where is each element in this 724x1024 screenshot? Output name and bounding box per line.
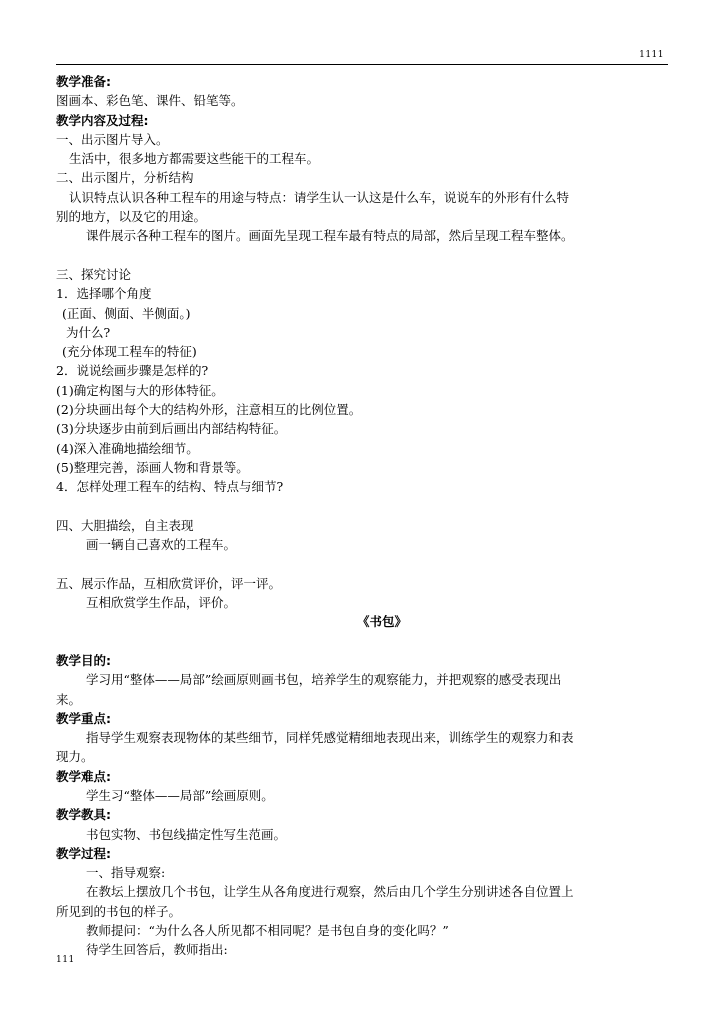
section-heading: 教学目的: — [56, 652, 111, 668]
section-heading: 教学重点: — [56, 710, 111, 726]
paragraph-line: 学生习“整体——局部”绘画原则。 — [86, 787, 274, 803]
document-body — [56, 72, 668, 960]
section-heading: 教学教具: — [56, 807, 111, 823]
section-heading: 教学难点: — [56, 768, 111, 784]
paragraph-line: (充分体现工程车的特征) — [62, 344, 197, 360]
paragraph-line: 学习用“整体——局部”绘画原则画书包，培养学生的观察能力，并把观察的感受表现出 — [86, 672, 562, 688]
paragraph-line: 为什么? — [66, 324, 111, 340]
paragraph-line: (5)整理完善，添画人物和背景等。 — [56, 459, 249, 475]
footer-page-number: 111 — [56, 955, 75, 965]
paragraph-line: 在教坛上摆放几个书包，让学生从各角度进行观察，然后由几个学生分别讲述各自位置上 — [86, 884, 574, 900]
paragraph-line: 所见到的书包的样子。 — [56, 903, 182, 919]
paragraph-line: 指导学生观察表现物体的某些细节，同样凭感觉精细地表现出来，训练学生的观察力和表 — [86, 730, 574, 746]
paragraph-line: 4．怎样处理工程车的结构、特点与细节? — [56, 479, 284, 495]
paragraph-line: 待学生回答后，教师指出: — [86, 942, 228, 958]
paragraph-line: 一、出示图片导入。 — [56, 131, 169, 147]
header-rule — [56, 64, 668, 65]
paragraph-line: 教师提问：“为什么各人所见都不相同呢？是书包自身的变化吗？” — [86, 923, 449, 939]
section-heading: 教学过程: — [56, 845, 111, 861]
lesson-title: 《书包》 — [356, 614, 407, 630]
paragraph-line: (1)确定构图与大的形体特征。 — [56, 382, 224, 398]
paragraph-line: (3)分块逐步由前到后画出内部结构特征。 — [56, 421, 287, 437]
blank-line — [56, 632, 668, 651]
paragraph-line: 画一辆自己喜欢的工程车。 — [86, 537, 237, 553]
header-page-number: 1111 — [639, 50, 664, 60]
section-heading: 教学准备: — [56, 74, 111, 89]
paragraph-line: 1．选择哪个角度 — [56, 286, 152, 302]
paragraph-line: 生活中，很多地方都需要这些能干的工程车。 — [69, 151, 320, 167]
paragraph-line: (正面、侧面、半侧面。) — [62, 305, 191, 321]
paragraph-line: 二、出示图片，分析结构 — [56, 170, 194, 186]
paragraph-line: 图画本、彩色笔、课件、铅笔等。 — [56, 93, 244, 109]
paragraph-line: 五、展示作品，互相欣赏评价，评一评。 — [56, 575, 282, 591]
paragraph-line: 认识特点认识各种工程车的用途与特点：请学生认一认这是什么车，说说车的外形有什么特 — [69, 189, 570, 205]
paragraph-line: 来。 — [56, 691, 82, 707]
section-heading: 教学内容及过程: — [56, 112, 149, 128]
paragraph-line: 现力。 — [56, 749, 94, 765]
paragraph-line: (2)分块画出每个大的结构外形，注意相互的比例位置。 — [56, 402, 362, 418]
paragraph-line: (4)深入准确地描绘细节。 — [56, 440, 199, 456]
paragraph-line: 2．说说绘画步骤是怎样的? — [56, 363, 209, 379]
blank-line — [56, 554, 668, 573]
blank-line — [56, 246, 668, 265]
paragraph-line: 课件展示各种工程车的图片。画面先呈现工程车最有特点的局部，然后呈现工程车整体。 — [86, 228, 574, 244]
paragraph-line: 一、指导观察: — [86, 865, 166, 881]
paragraph-line: 书包实物、书包线描定性写生范画。 — [86, 826, 287, 842]
paragraph-line: 四、大胆描绘，自主表现 — [56, 517, 194, 533]
paragraph-line: 互相欣赏学生作品，评价。 — [86, 595, 237, 611]
blank-line — [56, 497, 668, 516]
paragraph-line: 别的地方，以及它的用途。 — [56, 209, 207, 225]
paragraph-line: 三、探究讨论 — [56, 266, 132, 282]
